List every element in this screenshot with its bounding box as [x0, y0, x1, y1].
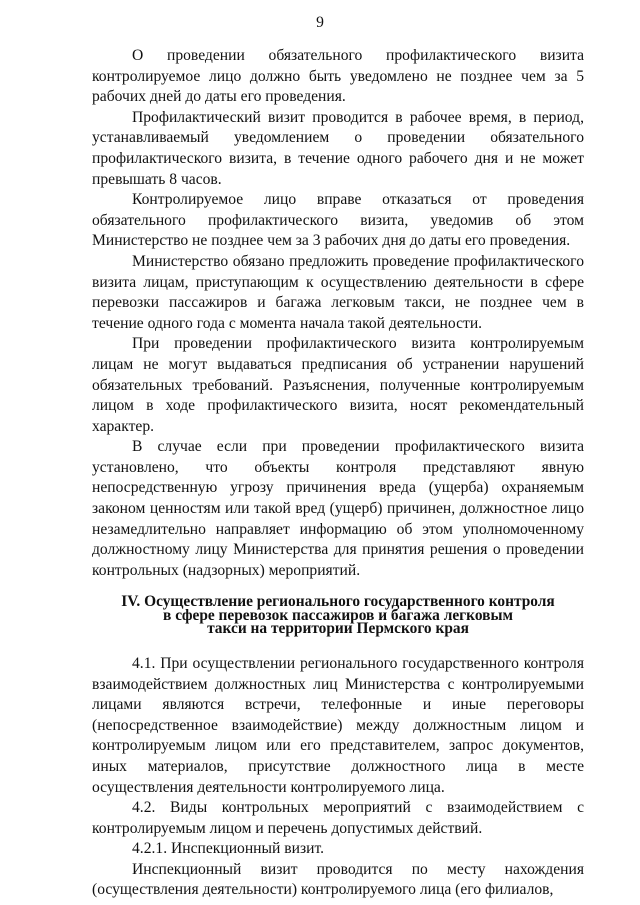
- section-heading-line: такси на территории Пермского края: [207, 620, 469, 638]
- paragraph: Профилактический визит проводится в рабочее время, в период, устанавливаемый уведомлением о проведении обязательного профилактического визита, в течение одного рабочего дня и не может превышать 8 часов.: [92, 108, 584, 188]
- document-body: [92, 46, 584, 901]
- paragraph: 4.1. При осуществлении регионального государственного контроля взаимодействием должностных лиц Министерства с контролируемыми лицами являются встречи, телефонные и иные переговоры (непосредственное взаимодействие) между должностным лицом и контролируемым лицом или его представителем, запрос документов, иных материалов, присутствие должностного лица в месте осуществления деятельности контролируемого лица.: [92, 654, 584, 796]
- section-heading-line: IV. Осуществление регионального государственного контроля: [121, 593, 555, 611]
- paragraph: Инспекционный визит проводится по месту нахождения (осуществления деятельности) контролируемого лица (его филиалов,: [92, 860, 584, 899]
- paragraph: О проведении обязательного профилактического визита контролируемое лицо должно быть уведомлено не позднее чем за 5 рабочих дней до даты его проведения.: [92, 47, 584, 106]
- paragraph: Министерство обязано предложить проведение профилактического визита лицам, приступающим к осуществлению деятельности в сфере перевозки пассажиров и багажа легковым такси, не позднее чем в течение одного года с момента начала такой деятельности.: [92, 252, 584, 332]
- paragraph: Контролируемое лицо вправе отказаться от проведения обязательного профилактического визита, уведомив об этом Министерство не позднее чем за 3 рабочих дня до даты его проведения.: [92, 191, 584, 250]
- section-heading: [92, 595, 584, 636]
- section-heading-line: в сфере перевозок пассажиров и багажа легковым: [163, 606, 513, 624]
- paragraph: 4.2.1. Инспекционный визит.: [132, 840, 325, 858]
- paragraph: При проведении профилактического визита контролируемым лицам не могут выдаваться предписания об устранении нарушений обязательных требований. Разъяснения, полученные контролируемым лицом в ходе профилактического визита, носят рекомендательный характер.: [92, 335, 584, 435]
- page-number: 9: [316, 14, 324, 31]
- paragraph: В случае если при проведении профилактического визита установлено, что объекты контроля представляют явную непосредственную угрозу причинения вреда (ущерба) охраняемым законом ценностям или такой вред (ущерб) причинен, должностное лицо незамедлительно направляет информацию об этом уполномоченному должностному лицу Министерства для принятия решения о проведении контрольных (надзорных) мероприятий.: [92, 438, 584, 579]
- paragraph: 4.2. Виды контрольных мероприятий с взаимодействием с контролируемым лицом и перечень допустимых действий.: [92, 799, 584, 837]
